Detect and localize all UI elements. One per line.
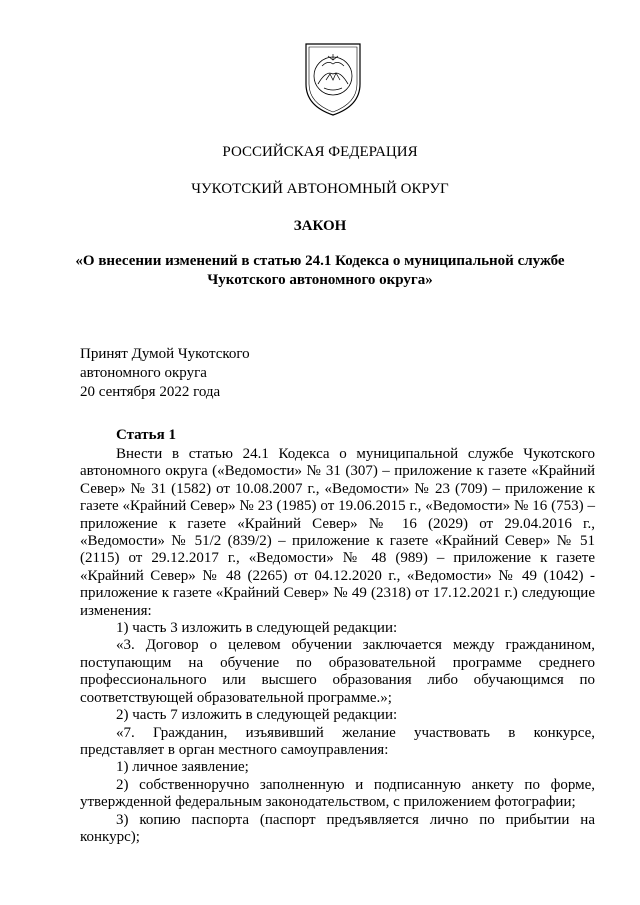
paragraph: 1) личное заявление; xyxy=(116,759,249,776)
law-title-line-1: «О внесении изменений в статью 24.1 Кодекса о муниципальной службе xyxy=(75,253,565,269)
article-body xyxy=(80,446,595,846)
paragraph: 3) копию паспорта (паспорт предъявляется лично по прибытии на конкурс); xyxy=(80,811,595,845)
paragraph: «7. Гражданин, изъявивший желание участвовать в конкурсе, представляет в орган местного самоуправления: xyxy=(80,724,595,758)
adoption-info xyxy=(80,345,250,402)
paragraph: «3. Договор о целевом обучении заключается между гражданином, поступающим на обучение по образовательной программе среднего профессионального или высшего образования либо обучающимся по соответствующей образовательной программе.»; xyxy=(80,637,595,706)
paragraph: Внести в статью 24.1 Кодекса о муниципальной службе Чукотского автономного округа («Ведомости» № 31 (307) – приложение к газете «Крайний Север» № 31 (1582) от 10.08.2007 г., «Ведомости» № 23 (709) – приложение к газете «Крайний Север» № 23 (1985) от 19.06.2015 г., «Ведомости» № 16 (753) – приложение к газете «Крайний Север» № 16 (2029) от 29.04.2016 г., «Ведомости» № 51/2 (839/2) – приложение к газете «Крайний Север» № 51 (2115) от 29.12.2017 г., «Ведомости» № 48 (989) – приложение к газете «Крайний Север» № 48 (2265) от 04.12.2020 г., «Ведомости» № 49 (1042) - приложение к газете «Крайний Север» № 49 (2318) от 17.12.2021 г.) следующие изменения: xyxy=(80,446,595,619)
adoption-date: 20 сентября 2022 года xyxy=(80,384,221,400)
law-title xyxy=(0,252,640,290)
article-title: Статья 1 xyxy=(116,427,176,443)
paragraph: 1) часть 3 изложить в следующей редакции: xyxy=(116,620,398,637)
law-title-line-2: Чукотского автономного округа» xyxy=(207,272,433,288)
paragraph: 2) собственноручно заполненную и подписанную анкету по форме, утвержденной федеральным законодательством, с приложением фотографии; xyxy=(80,776,595,811)
paragraph: 2) часть 7 изложить в следующей редакции: xyxy=(116,707,398,724)
coat-of-arms-icon xyxy=(302,40,364,118)
region-title: ЧУКОТСКИЙ АВТОНОМНЫЙ ОКРУГ xyxy=(191,181,449,197)
adoption-line-2: автономного округа xyxy=(80,365,207,381)
document-type: ЗАКОН xyxy=(293,218,347,234)
country-title: РОССИЙСКАЯ ФЕДЕРАЦИЯ xyxy=(222,144,418,160)
adoption-line-1: Принят Думой Чукотского xyxy=(80,346,250,362)
